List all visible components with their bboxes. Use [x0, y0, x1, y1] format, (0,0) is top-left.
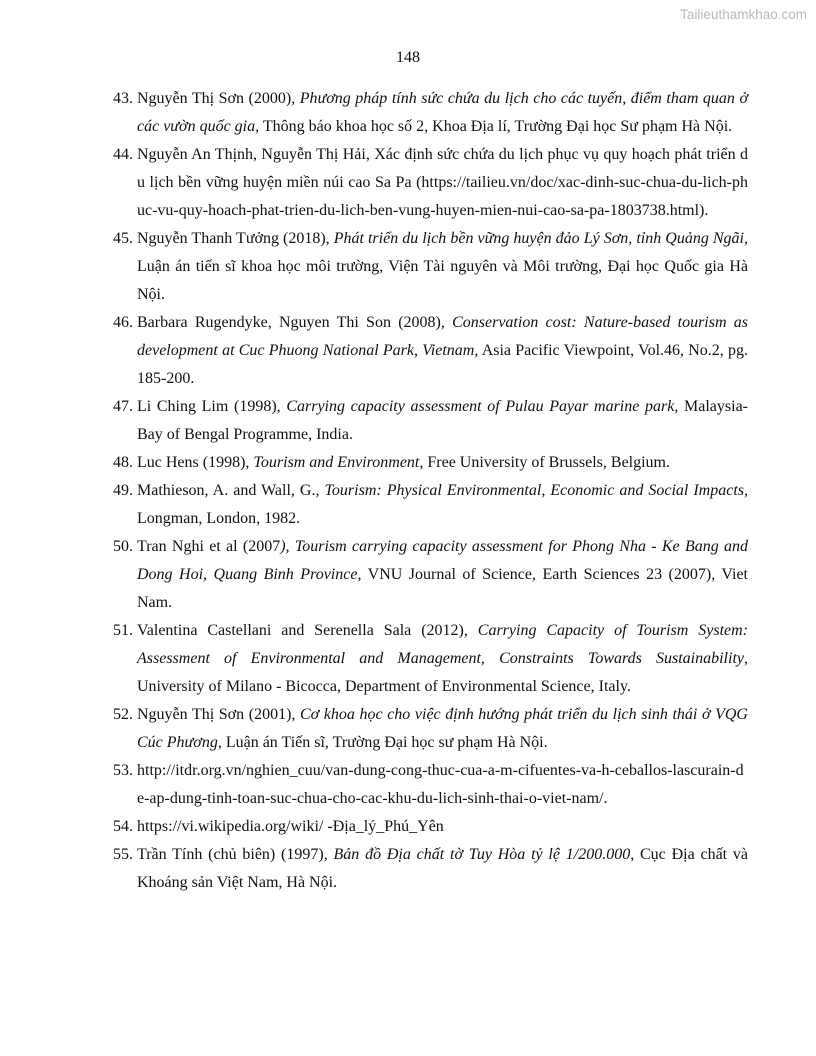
- reference-authors: Luc Hens (1998),: [137, 454, 254, 471]
- reference-number: 43.: [113, 90, 133, 107]
- reference-title: Conservation cost: Nature-based tourism as development at Cuc Phuong National Park, Vietnam: [137, 314, 749, 359]
- reference-item: [113, 841, 748, 897]
- reference-source: VNU Journal of Science, Earth Sciences 23 (2007), Viet Nam.: [137, 566, 748, 611]
- reference-title: Carrying Capacity of Tourism System: Assessment of Environmental and Management, Constraints Towards Sustainability: [137, 622, 748, 667]
- reference-number: 44.: [113, 146, 133, 163]
- reference-authors: Barbara Rugendyke, Nguyen Thi Son (2008),: [137, 314, 453, 331]
- reference-item: [113, 449, 748, 477]
- reference-number: 50.: [113, 538, 133, 555]
- reference-source: Malaysia- Bay of Bengal Programme, India.: [137, 398, 748, 443]
- reference-authors: Mathieson, A. and Wall, G.,: [137, 482, 325, 499]
- reference-authors: Li Ching Lim (1998),: [137, 398, 287, 415]
- reference-number: 49.: [113, 482, 133, 499]
- reference-number: 48.: [113, 454, 133, 471]
- reference-number: 46.: [113, 314, 133, 331]
- reference-authors: Nguyễn Thanh Tưởng (2018),: [137, 230, 334, 247]
- reference-item: [113, 141, 748, 225]
- reference-item: [113, 393, 748, 449]
- reference-title: ), Tourism carrying capacity assessment for Phong Nha - Ke Bang and Dong Hoi, Quang Binh Province,: [137, 538, 749, 583]
- reference-authors: Valentina Castellani and Serenella Sala (2012),: [137, 622, 478, 639]
- reference-source: Longman, London, 1982.: [137, 510, 301, 527]
- reference-number: 47.: [113, 398, 133, 415]
- reference-source: , Luận án Tiến sĩ, Trường Đại học sư phạm Hà Nội.: [217, 734, 548, 751]
- page-number: 148: [396, 49, 420, 66]
- reference-title: Phương pháp tính sức chứa du lịch cho các tuyến, điểm tham quan ở các vườn quốc gia: [137, 90, 748, 135]
- reference-number: 52.: [113, 706, 133, 723]
- reference-title: Tourism and Environment,: [253, 454, 424, 471]
- reference-item: [113, 701, 748, 757]
- reference-source: Cục Địa chất và Khoáng sản Việt Nam, Hà Nội.: [137, 846, 749, 891]
- reference-number: 45.: [113, 230, 133, 247]
- reference-list: [113, 85, 748, 897]
- reference-source: , Asia Pacific Viewpoint, Vol.46, No.2, pg. 185-200.: [137, 342, 748, 387]
- reference-number: 55.: [113, 846, 133, 863]
- reference-source: Luận án tiến sĩ khoa học môi trường, Viện Tài nguyên và Môi trường, Đại học Quốc gia Hà Nội.: [137, 258, 748, 303]
- reference-source: Free University of Brussels, Belgium.: [423, 454, 670, 471]
- reference-source: , University of Milano - Bicocca, Department of Environmental Science, Italy.: [137, 650, 748, 695]
- reference-authors: Trần Tính (chủ biên) (1997),: [137, 846, 334, 863]
- reference-source: , Thông báo khoa học số 2, Khoa Địa lí, Trường Đại học Sư phạm Hà Nội.: [255, 118, 733, 135]
- reference-item: [113, 309, 748, 393]
- reference-item: [113, 813, 748, 841]
- reference-title: Cơ khoa học cho việc định hướng phát triển du lịch sinh thái ở VQG Cúc Phương: [137, 706, 748, 751]
- reference-item: [113, 85, 748, 141]
- reference-link[interactable]: http://itdr.org.vn/nghien_cuu/van-dung-cong-thuc-cua-a-m-cifuentes-va-h-ceballos-lascurain-de-ap-dung-tinh-toan-suc-chua-cho-cac-khu-du-lich-sinh-thai-o-viet-nam/.: [137, 762, 744, 807]
- reference-item: [113, 477, 748, 533]
- reference-number: 54.: [113, 818, 133, 835]
- reference-number: 53.: [113, 762, 133, 779]
- reference-title: Carrying capacity assessment of Pulau Payar marine park,: [286, 398, 679, 415]
- reference-item: [113, 533, 748, 617]
- reference-authors: Nguyễn An Thịnh, Nguyễn Thị Hải, Xác định sức chứa du lịch phục vụ quy hoạch phát triển du lịch bền vững huyện miền núi cao Sa Pa (https://tailieu.vn/doc/xac-dinh-suc-chua-du-lich-phuc-vu-quy-hoach-phat-trien-du-lich-ben-vung-huyen-mien-nui-cao-sa-pa-1803738.html).: [137, 146, 748, 219]
- watermark-text: Tailieuthamkhao.com: [680, 7, 807, 22]
- reference-authors: Nguyễn Thị Sơn (2000),: [137, 90, 300, 107]
- reference-item: [113, 617, 748, 701]
- reference-authors: Nguyễn Thị Sơn (2001),: [137, 706, 300, 723]
- reference-title: Phát triển du lịch bền vững huyện đảo Lý Sơn, tỉnh Quảng Ngãi,: [333, 230, 748, 247]
- reference-title: Bản đồ Địa chất tờ Tuy Hòa tỷ lệ 1/200.000,: [333, 846, 635, 863]
- reference-number: 51.: [113, 622, 133, 639]
- reference-authors: Tran Nghi et al (2007: [137, 538, 281, 555]
- reference-item: [113, 757, 748, 813]
- reference-item: [113, 225, 748, 309]
- reference-link[interactable]: https://vi.wikipedia.org/wiki/ -Địa_lý_Phú_Yên: [137, 818, 444, 835]
- reference-title: Tourism: Physical Environmental, Economic and Social Impacts,: [324, 482, 748, 499]
